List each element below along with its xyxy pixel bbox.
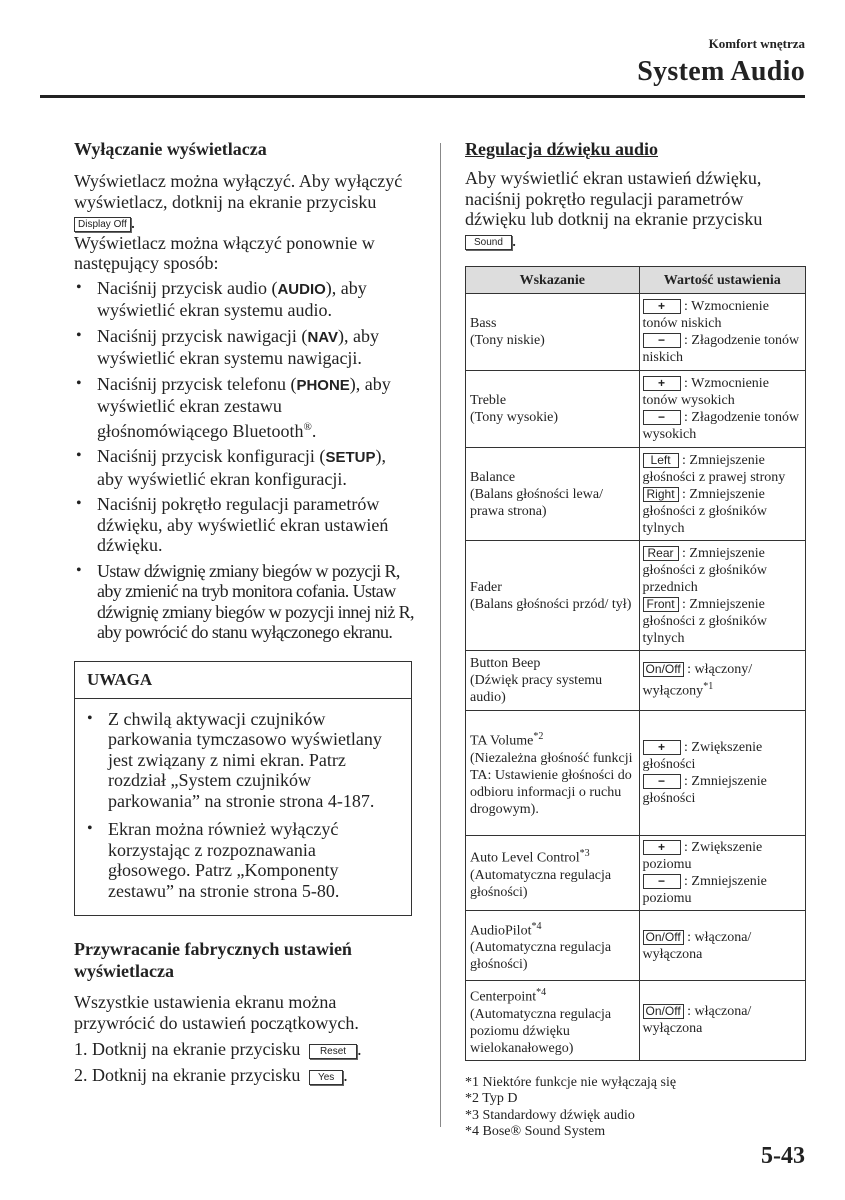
note-item: • Z chwilą aktywacji czujników parkowania tymczasowo wyświetlany jest związany z nimi ekran. Patrz rozdział „System czujników parkowania” na stronie strona 4-187. [85, 709, 399, 812]
setting-cell [466, 651, 640, 711]
step-item: 1. Dotknij na ekranie przycisku Reset . [74, 1039, 362, 1059]
yes-button[interactable]: Yes [309, 1070, 343, 1085]
sound-button[interactable]: Sound [465, 235, 512, 250]
setting-cell [466, 371, 640, 448]
setting-cell [466, 448, 640, 541]
step-item: 2. Dotknij na ekranie przycisku Yes . [74, 1065, 348, 1085]
setting-cell [466, 294, 640, 371]
column-header: Wartość ustawienia [639, 267, 805, 294]
setting-name: Button Beep [470, 656, 541, 671]
setting-cell: Centerpoint$^{*4}$ (Automatyczna regulacja poziomu dźwięku wielokanałowego) [466, 981, 640, 1061]
footnote: *2 Typ D [465, 1091, 518, 1107]
value-cell: Left : Zmniejszenie głośności z prawej strony Right : Zmniejszenie głośności z głośników tylnych [639, 448, 805, 541]
setting-name: Auto Level Control [470, 850, 580, 866]
note-item: • Ekran można również wyłączyć korzystając z rozpoznawania głosowego. Patrz „Komponenty zestawu” na stronie strona 5-80. [85, 819, 399, 901]
setting-description: (Balans głośności przód/ tył) [470, 596, 632, 612]
setting-name: Fader [470, 579, 502, 595]
table-row [466, 836, 806, 911]
table-row [466, 711, 806, 836]
table-row [466, 448, 806, 541]
phone-key: PHONE [296, 376, 350, 394]
setting-option-button[interactable]: On/Off [643, 1004, 684, 1019]
setting-name: AudioPilot [470, 923, 532, 939]
table-row [466, 371, 806, 448]
setting-name: Balance [470, 469, 516, 485]
value-cell: On/Off : włączona/ wyłączona [639, 981, 805, 1061]
setting-description: (Dźwięk pracy systemu audio) [470, 673, 603, 705]
display-on-list [74, 278, 414, 643]
setting-description: (Automatyczna regulacja poziomu dźwięku wielokanałowego) [470, 1006, 612, 1056]
header-rule [40, 95, 805, 98]
nav-key: NAV [307, 328, 338, 346]
setting-option-button[interactable]: Left [643, 453, 679, 468]
setting-description: (Tony wysokie) [470, 410, 559, 425]
table-row [466, 981, 806, 1061]
heading-reset-display: Przywracanie fabrycznych ustawień wyświetlacza [74, 939, 352, 981]
table-row [466, 541, 806, 651]
list-item: • Naciśnij przycisk telefonu (PHONE), aby wyświetlić ekran zestawu głośnomówiącego Bluetooth®. [74, 374, 414, 442]
setting-name: Treble [470, 393, 507, 408]
setting-cell [466, 541, 640, 651]
setting-description: (Tony niskie) [470, 333, 545, 348]
table-row [466, 651, 806, 711]
sound-settings-table [465, 266, 806, 1061]
setting-description: (Niezależna głośność funkcji TA: Ustawienie głośności do odbioru informacji o ruchu drogowym). [470, 750, 633, 817]
note-box [74, 661, 412, 917]
value-cell: + : Zwiększenie głośności − : Zmniejszenie głośności [639, 711, 805, 836]
paragraph-display-off: Wyświetlacz można wyłączyć. Aby wyłączyć wyświetlacz, dotknij na ekranie przycisku Display Off . [74, 171, 403, 232]
setting-option-button[interactable]: Front [643, 597, 679, 612]
value-cell: + : Wzmocnienie tonów wysokich − : Złagodzenie tonów wysokich [639, 371, 805, 448]
footnote: *3 Standardowy dźwięk audio [465, 1107, 635, 1123]
setting-option-button[interactable]: Rear [643, 546, 679, 561]
list-item: • Naciśnij przycisk nawigacji (NAV), aby wyświetlić ekran systemu nawigacji. [74, 326, 414, 369]
list-item: • Naciśnij pokrętło regulacji parametrów dźwięku, aby wyświetlić ekran ustawień dźwięku. [74, 494, 414, 556]
setting-option-button[interactable]: + [643, 740, 681, 755]
list-item: • Naciśnij przycisk audio (AUDIO), aby wyświetlić ekran systemu audio. [74, 278, 414, 321]
footnote: *4 Bose® Sound System [465, 1124, 606, 1140]
setting-cell: TA Volume$^{*2}$ (Niezależna głośność funkcji TA: Ustawienie głośności do odbioru informacji o ruchu drogowym). [466, 711, 640, 836]
setting-option-button[interactable]: + [643, 299, 681, 314]
footnote: *1 Niektóre funkcje nie wyłączają się [465, 1074, 677, 1090]
setting-option-button[interactable]: + [643, 840, 681, 855]
setting-name: TA Volume [470, 733, 534, 749]
column-header: Wskazanie [466, 267, 640, 294]
left-column [74, 138, 414, 1091]
page-number: 5-43 [761, 1143, 805, 1169]
reset-steps [74, 1039, 414, 1086]
page-title: System Audio [637, 56, 805, 87]
right-column [465, 138, 805, 1141]
setting-cell: AudioPilot$^{*4}$ (Automatyczna regulacja głośności) [466, 911, 640, 981]
list-item: • Ustaw dźwignię zmiany biegów w pozycji R, aby zmienić na tryb monitora cofania. Ustaw dźwignię zmiany biegów w pozycji innej niż R, aby powrócić do stanu wyłączonego ekranu. [74, 561, 414, 643]
setting-option-button[interactable]: − [643, 333, 681, 348]
heading-sound-adjust: Regulacja dźwięku audio [465, 139, 659, 159]
value-cell: On/Off : włączony/ wyłączony$^{*1}$ [639, 651, 805, 711]
setting-description: (Automatyczna regulacja głośności) [470, 940, 612, 973]
setting-description: (Automatyczna regulacja głośności) [470, 867, 612, 900]
setting-name: Centerpoint [470, 989, 537, 1005]
value-cell: On/Off : włączona/ wyłączona [639, 911, 805, 981]
table-row [466, 911, 806, 981]
setting-option-button[interactable]: − [643, 774, 681, 789]
paragraph-sound: Aby wyświetlić ekran ustawień dźwięku, naciśnij pokrętło regulacji parametrów dźwięku lub dotknij na ekranie przycisku Sound . [465, 168, 763, 250]
list-item: • Naciśnij przycisk konfiguracji (SETUP), aby wyświetlić ekran konfiguracji. [74, 446, 414, 489]
value-cell: Rear : Zmniejszenie głośności z głośników przednich Front : Zmniejszenie głośności z głośników tylnych [639, 541, 805, 651]
setting-option-button[interactable]: On/Off [643, 662, 684, 677]
setup-key: SETUP [325, 449, 376, 466]
reset-button[interactable]: Reset [309, 1044, 357, 1059]
setting-option-button[interactable]: Right [643, 487, 679, 502]
display-off-button[interactable]: Display Off [74, 217, 131, 232]
setting-option-button[interactable]: − [643, 874, 681, 889]
section-name: Komfort wnętrza [708, 36, 805, 51]
paragraph-reset: Wszystkie ustawienia ekranu można przywrócić do ustawień początkowych. [74, 992, 359, 1033]
setting-description: (Balans głośności lewa/ prawa strona) [470, 486, 603, 519]
setting-option-button[interactable]: − [643, 410, 681, 425]
footnotes [465, 1075, 805, 1141]
setting-option-button[interactable]: + [643, 376, 681, 391]
setting-cell: Auto Level Control$^{*3}$ (Automatyczna regulacja głośności) [466, 836, 640, 911]
setting-name: Bass [470, 316, 497, 331]
value-cell: + : Zwiększenie poziomu − : Zmniejszenie poziomu [639, 836, 805, 911]
value-cell: + : Wzmocnienie tonów niskich − : Złagodzenie tonów niskich [639, 294, 805, 371]
column-divider [440, 143, 441, 1127]
heading-display-off: Wyłączanie wyświetlacza [74, 139, 267, 159]
audio-key: AUDIO [277, 280, 326, 298]
table-row [466, 294, 806, 371]
paragraph-display-on: Wyświetlacz można włączyć ponownie w następujący sposób: [74, 232, 375, 273]
note-list [75, 699, 411, 916]
note-title: UWAGA [75, 662, 411, 699]
setting-option-button[interactable]: On/Off [643, 930, 684, 945]
